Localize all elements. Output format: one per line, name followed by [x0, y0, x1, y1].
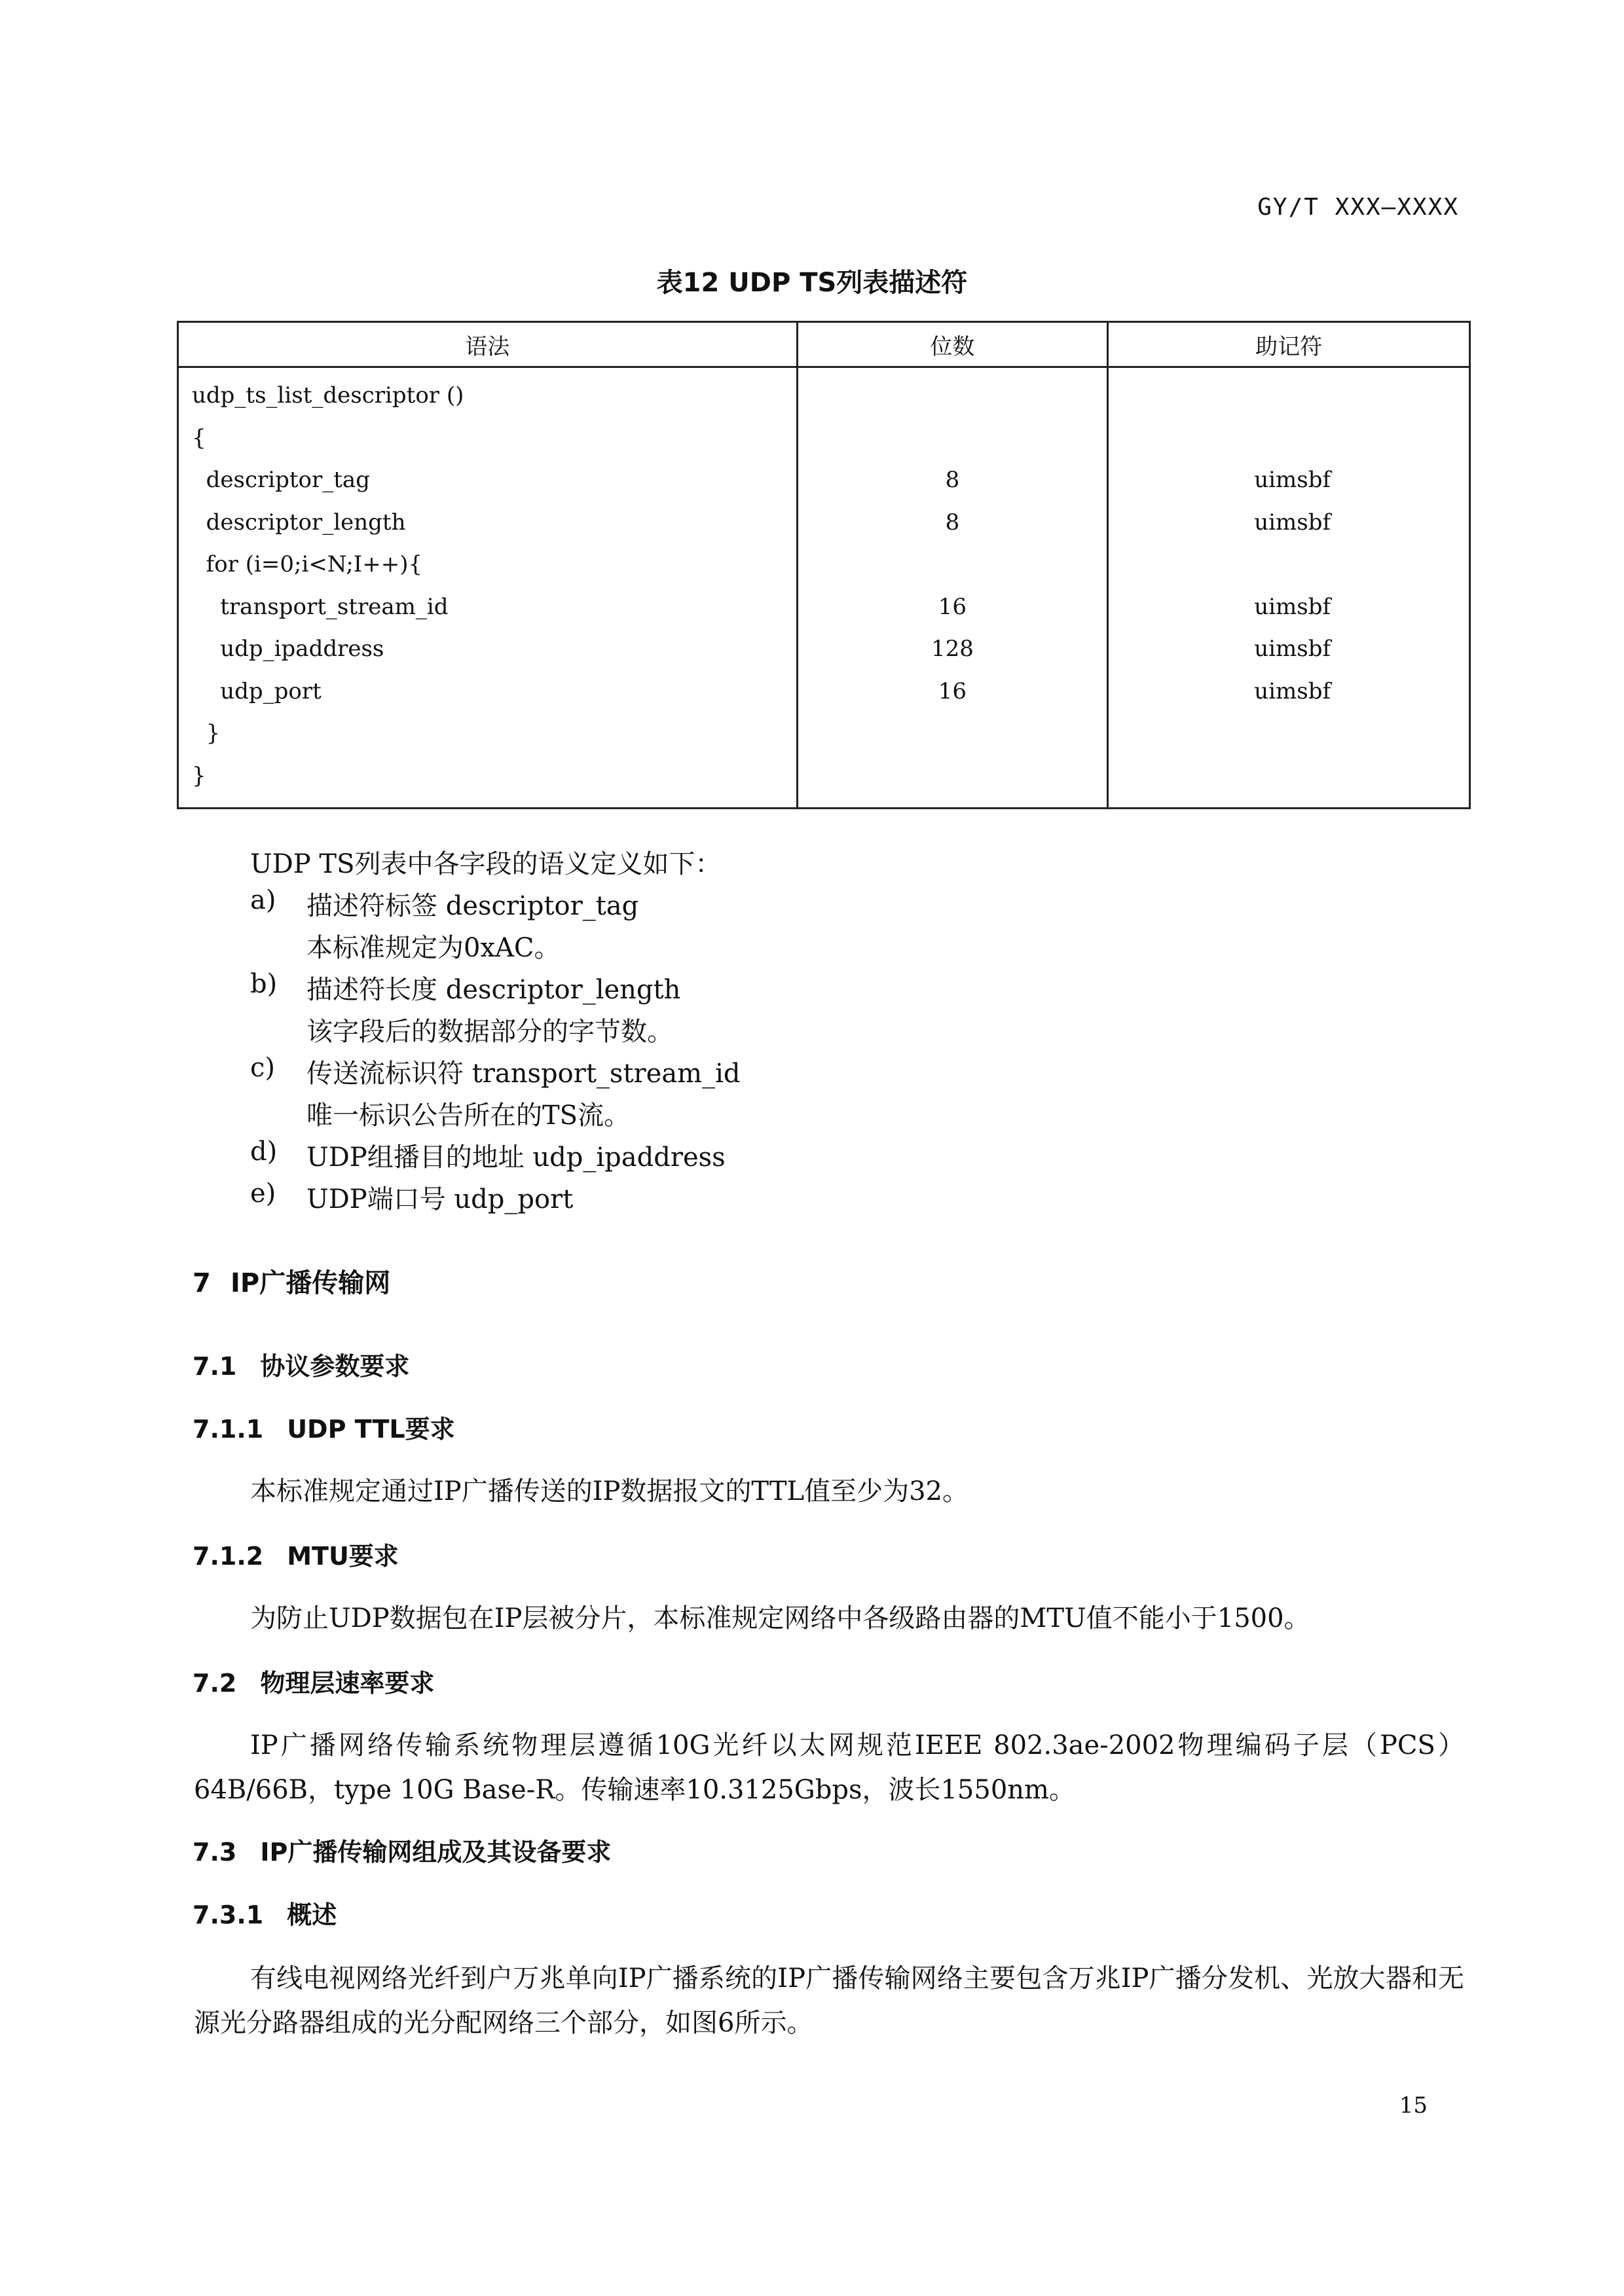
page-number: 15 — [1399, 2092, 1428, 2119]
mnemonic-value — [1109, 374, 1469, 417]
mnemonic-value: uimsbf — [1254, 509, 1331, 536]
syntax-line: transport_stream_id — [192, 593, 449, 620]
column-header-mnemonic: 助记符 — [1108, 322, 1470, 367]
syntax-line: } — [192, 720, 221, 746]
section-title: MTU要求 — [287, 1542, 399, 1571]
list-marker: b) — [250, 969, 278, 999]
section-number: 7.3.1 — [193, 1901, 264, 1929]
section-number: 7.1 — [193, 1352, 237, 1381]
mnemonic-value: uimsbf — [1254, 678, 1331, 704]
table-caption: 表12 UDP TS列表描述符 — [656, 268, 968, 298]
syntax-line: udp_ts_list_descriptor () — [192, 382, 464, 409]
descriptor-syntax-table — [177, 321, 1471, 809]
section-heading-7-1 — [193, 1346, 409, 1382]
section-title: UDP TTL要求 — [287, 1415, 455, 1444]
syntax-line: udp_ipaddress — [192, 636, 384, 662]
document-code: GY/T XXX—XXXX — [1257, 194, 1459, 221]
bits-value — [798, 755, 1107, 797]
list-item-title: 描述符标签 descriptor_tag — [306, 891, 639, 921]
paragraph-7-3-1: 有线电视网络光纤到户万兆单向IP广播系统的IP广播传输网络主要包含万兆IP广播分发机、光放大器和无源光分路器组成的光分配网络三个部分，如图6所示。 — [194, 1963, 1464, 2038]
bits-value — [798, 712, 1107, 755]
section-title: 物理层速率要求 — [260, 1669, 435, 1698]
section-number: 7.1.2 — [193, 1542, 264, 1571]
column-header-syntax: 语法 — [178, 322, 798, 367]
mnemonic-value — [1109, 417, 1469, 460]
bits-value: 128 — [931, 636, 974, 662]
list-item-title: 传送流标识符 transport_stream_id — [306, 1059, 741, 1089]
mnemonic-value: uimsbf — [1254, 636, 1331, 662]
mnemonic-value: uimsbf — [1254, 467, 1331, 493]
section-number: 7.1.1 — [193, 1415, 264, 1444]
syntax-line: } — [192, 762, 206, 789]
paragraph-7-1-2: 为防止UDP数据包在IP层被分片，本标准规定网络中各级路由器的MTU值不能小于1500。 — [250, 1603, 1310, 1633]
syntax-line: udp_port — [192, 678, 322, 704]
list-item-title: UDP端口号 udp_port — [306, 1184, 574, 1214]
syntax-cell — [178, 367, 798, 809]
syntax-line: for (i=0;i<N;I++){ — [192, 551, 423, 577]
list-marker: c) — [250, 1053, 276, 1083]
section-title: IP广播传输网 — [231, 1268, 391, 1298]
bits-value — [798, 374, 1107, 417]
list-item-desc: 该字段后的数据部分的字节数。 — [306, 1017, 673, 1047]
syntax-line: { — [192, 424, 206, 451]
section-title: IP广播传输网组成及其设备要求 — [260, 1838, 612, 1867]
semantics-intro: UDP TS列表中各字段的语义定义如下： — [250, 849, 722, 879]
bits-value — [798, 417, 1107, 460]
bits-value: 16 — [938, 678, 967, 704]
mnemonic-value — [1109, 543, 1469, 586]
section-title: 概述 — [287, 1901, 337, 1929]
bits-value: 8 — [945, 467, 960, 493]
list-item-title: UDP组播目的地址 udp_ipaddress — [306, 1142, 726, 1173]
section-number: 7.3 — [193, 1838, 237, 1867]
section-heading-7-3 — [193, 1832, 611, 1868]
list-marker: e) — [250, 1178, 276, 1209]
paragraph-7-1-1: 本标准规定通过IP广播传送的IP数据报文的TTL值至少为32。 — [250, 1476, 969, 1506]
list-marker: d) — [250, 1137, 278, 1167]
bits-cell — [797, 367, 1108, 809]
list-item-desc: 本标准规定为0xAC。 — [306, 933, 561, 963]
syntax-line: descriptor_length — [192, 509, 406, 536]
paragraph-7-2: IP广播网络传输系统物理层遵循10G光纤以太网规范IEEE 802.3ae-2002物理编码子层（PCS）64B/66B，type 10G Base-R。传输速率10.3125Gbps，波长1550nm。 — [194, 1730, 1464, 1805]
column-header-bits: 位数 — [797, 322, 1108, 367]
list-marker: a) — [250, 885, 276, 915]
list-item-desc: 唯一标识公告所在的TS流。 — [306, 1101, 631, 1131]
section-number: 7.2 — [193, 1669, 237, 1698]
mnemonic-value — [1109, 755, 1469, 797]
table-body-row — [178, 367, 1470, 809]
mnemonic-value — [1109, 712, 1469, 755]
mnemonic-value: uimsbf — [1254, 593, 1331, 620]
syntax-line: descriptor_tag — [192, 467, 370, 493]
section-number: 7 — [193, 1268, 211, 1298]
section-heading-7 — [193, 1262, 390, 1300]
bits-value: 16 — [938, 593, 967, 620]
section-title: 协议参数要求 — [260, 1352, 410, 1381]
bits-value — [798, 543, 1107, 586]
section-heading-7-2 — [193, 1663, 434, 1699]
bits-value: 8 — [945, 509, 960, 536]
table-header-row — [178, 322, 1470, 367]
list-item-title: 描述符长度 descriptor_length — [306, 975, 681, 1005]
section-heading-7-1-2 — [193, 1536, 399, 1572]
mnemonic-cell — [1108, 367, 1470, 809]
section-heading-7-3-1 — [193, 1895, 337, 1931]
section-heading-7-1-1 — [193, 1409, 455, 1445]
